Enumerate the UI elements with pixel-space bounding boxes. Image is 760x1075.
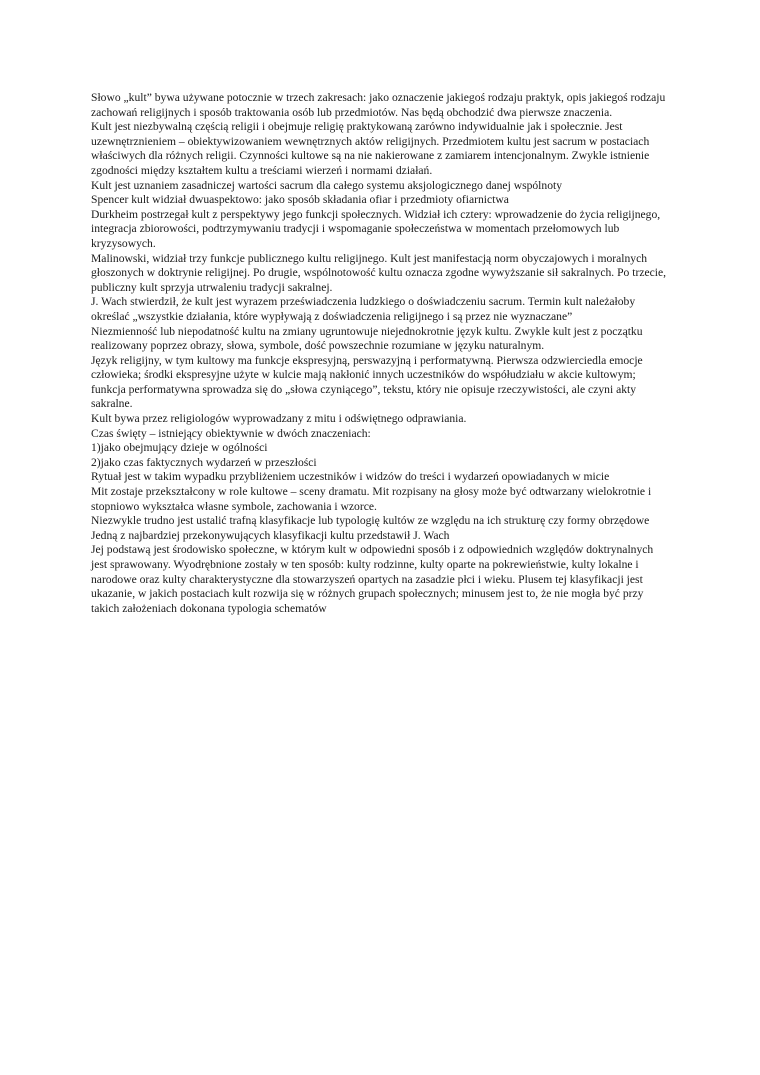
paragraph: Czas święty – istniejący obiektywnie w dwóch znaczeniach:: [91, 426, 371, 440]
paragraph: Jej podstawą jest środowisko społeczne, w którym kult w odpowiedni sposób i z odpowiednich względów doktrynalnych jest sprawowany. Wyodrębnione zostały w ten sposób: kulty rodzinne, kulty oparte na pokrewieństwie, kulty lokalne i narodowe oraz kulty charakterystyczne dla stowarzyszeń opartych na zasadzie płci i wieku. Plusem tej klasyfikacji jest ukazanie, w jakich postaciach kult rozwija się w różnych grupach społecznych; minusem jest to, że nie mogła być przy takich założeniach dokonana typologia schematów: [91, 543, 654, 615]
paragraph: Kult jest niezbywalną częścią religii i obejmuje religię praktykowaną zarówno indywidualnie jak i społecznie. Jest uzewnętrznieniem – obiektywizowaniem wewnętrznych aktów religijnych. Przedmiotem kultu jest sacrum w postaciach właściwych dla różnych religii. Czynności kultowe są na nie nakierowane z zamiarem intencjonalnym. Zwykle istnienie zgodności między kształtem kultu a treściami wierzeń i normami działań.: [91, 120, 650, 177]
paragraph: Język religijny, w tym kultowy ma funkcje ekspresyjną, perswazyjną i performatywną. Pierwsza odzwierciedla emocje człowieka; środki ekspresyjne użyte w kulcie mają nakłonić innych uczestników do współudziału w akcie kultowym; funkcja performatywna sprowadza się do „słowa czyniącego”, tekstu, który nie opisuje rzeczywistości, ale czyni akty sakralne.: [91, 353, 643, 411]
paragraph: Niezmienność lub niepodatność kultu na zmiany ugruntowuje niejednokrotnie język kultu. Zwykle kult jest z początku realizowany poprzez obrazy, słowa, symbole, dość powszechnie rozumiane w języku naturalnym.: [91, 324, 643, 353]
paragraph: Jedną z najbardziej przekonywujących klasyfikacji kultu przedstawił J. Wach: [91, 528, 450, 542]
paragraph: Spencer kult widział dwuaspektowo: jako sposób składania ofiar i przedmioty ofiarnictwa: [91, 193, 509, 207]
paragraph: Kult jest uznaniem zasadniczej wartości sacrum dla całego systemu aksjologicznego danej wspólnoty: [91, 178, 563, 192]
list-item: 2)jako czas faktycznych wydarzeń w przeszłości: [91, 455, 317, 469]
document-body: [91, 91, 669, 616]
paragraph: Malinowski, widział trzy funkcje publicznego kultu religijnego. Kult jest manifestacją norm obyczajowych i moralnych głoszonych w doktrynie religijnej. Po drugie, wspólnotowość kultu oznacza zgodne wywyższanie sił sakralnych. Po trzecie, publiczny kult sprzyja utrwaleniu tradycji sakralnej.: [91, 251, 667, 294]
paragraph: Durkheim postrzegał kult z perspektywy jego funkcji społecznych. Widział ich cztery: wprowadzenie do życia religijnego, integracja zbiorowości, podtrzymywaniu tradycji i wspomaganie społeczeństwa w momentach przełomowych lub kryzysowych.: [91, 207, 661, 250]
paragraph: Kult bywa przez religiologów wyprowadzany z mitu i odświętnego odprawiania.: [91, 412, 467, 426]
paragraph: J. Wach stwierdził, że kult jest wyrazem przeświadczenia ludzkiego o doświadczeniu sacrum. Termin kult należałoby określać „wszystkie działania, które wypływają z doświadczenia religijnego i są przez nie wyznaczane”: [91, 295, 636, 323]
paragraph: Niezwykle trudno jest ustalić trafną klasyfikacje lub typologię kultów ze względu na ich strukturę czy formy obrzędowe: [91, 514, 650, 528]
paragraph: Rytuał jest w takim wypadku przybliżeniem uczestników i widzów do treści i wydarzeń opowiadanych w micie: [91, 470, 610, 484]
paragraph: Mit zostaje przekształcony w role kultowe – sceny dramatu. Mit rozpisany na głosy może być odtwarzany wielokrotnie i stopniowo wykształca własne symbole, zachowania i wzorce.: [91, 485, 652, 513]
paragraph: Słowo „kult” bywa używane potocznie w trzech zakresach: jako oznaczenie jakiegoś rodzaju praktyk, opis jakiegoś rodzaju zachowań religijnych i sposób traktowania osób lub przedmiotów. Nas będą obchodzić dwa pierwsze znaczenia.: [91, 91, 666, 119]
list-item: 1)jako obejmujący dzieje w ogólności: [91, 441, 268, 455]
